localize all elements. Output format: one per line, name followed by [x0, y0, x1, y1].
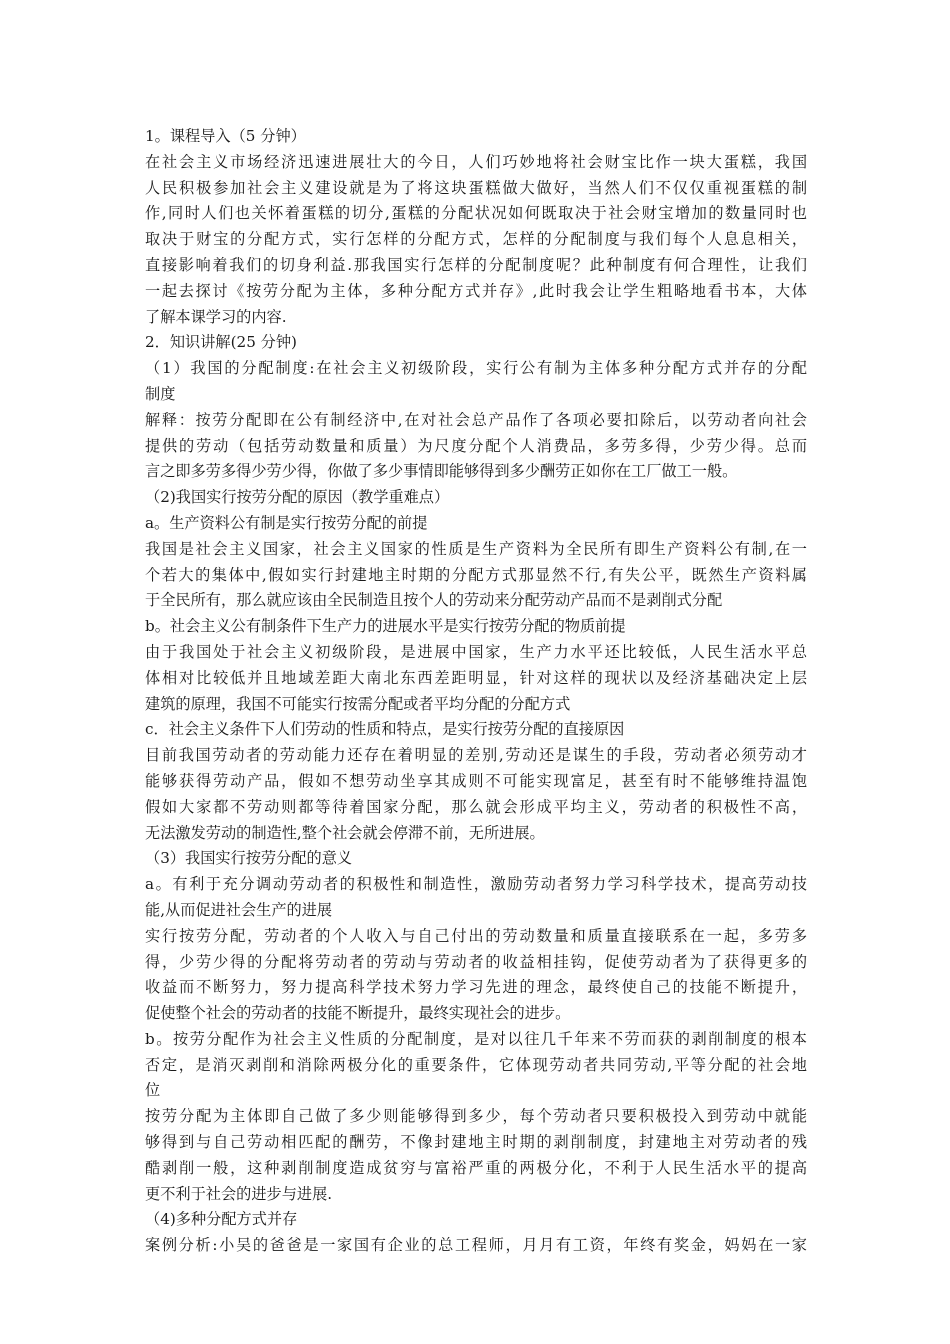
text-line: 无法激发劳动的制造性,整个社会就会停滞不前，无所进展。 — [145, 823, 545, 842]
text-line: b。按劳分配作为社会主义性质的分配制度，是对以往几千年来不劳而获的剥削制度的根本 — [145, 1029, 807, 1048]
text-line: 目前我国劳动者的劳动能力还存在着明显的差别,劳动还是谋生的手段，劳动者必须劳动才 — [145, 746, 807, 765]
text-line: 由于我国处于社会主义初级阶段，是进展中国家，生产力水平还比较低，人民生活水平总 — [145, 642, 807, 661]
text-line: （4)多种分配方式并存 — [145, 1210, 298, 1229]
text-line: 制度 — [145, 384, 176, 403]
text-line: 实行按劳分配，劳动者的个人收入与自己付出的劳动数量和质量直接联系在一起，多劳多 — [145, 926, 807, 945]
text-line: 作,同时人们也关怀着蛋糕的切分,蛋糕的分配状况如何既取决于社会财宝增加的数量同时也 — [145, 204, 807, 223]
text-line: 能够获得劳动产品，假如不想劳动坐享其成则不可能实现富足，甚至有时不能够维持温饱 — [145, 771, 807, 790]
text-line: 我国是社会主义国家，社会主义国家的性质是生产资料为全民所有即生产资料公有制,在一 — [145, 539, 807, 558]
text-line: 了解本课学习的内容. — [145, 307, 287, 326]
text-line: 提供的劳动（包括劳动数量和质量）为尺度分配个人消费品，多劳多得，少劳少得。总而 — [145, 436, 807, 455]
text-line: 酷剥削一般，这种剥削制度造成贫穷与富裕严重的两极分化，不利于人民生活水平的提高 — [145, 1158, 807, 1177]
text-line: 收益而不断努力，努力提高科学技术努力学习先进的理念，最终使自己的技能不断提升， — [145, 978, 807, 997]
text-line: 假如大家都不劳动则都等待着国家分配，那么就会形成平均主义，劳动者的积极性不高， — [145, 797, 807, 816]
text-line: （2)我国实行按劳分配的原因（教学重难点） — [145, 488, 450, 507]
text-line: a。生产资料公有制是实行按劳分配的前提 — [145, 513, 428, 532]
text-line: 得，少劳少得的分配将劳动者的劳动与劳动者的收益相挂钩，促使劳动者为了获得更多的 — [145, 952, 807, 971]
text-line: 位 — [145, 1081, 161, 1100]
text-line: b。社会主义公有制条件下生产力的进展水平是实行按劳分配的物质前提 — [145, 617, 626, 636]
text-line: 按劳分配为主体即自己做了多少则能够得到多少，每个劳动者只要积极投入到劳动中就能 — [145, 1107, 807, 1126]
text-line: 2．知识讲解(25 分钟) — [145, 333, 297, 352]
text-line: 1。课程导入（5 分钟） — [145, 127, 306, 145]
text-line: （1）我国的分配制度:在社会主义初级阶段，实行公有制为主体多种分配方式并存的分配 — [145, 359, 807, 378]
text-line: a。有利于充分调动劳动者的积极性和制造性，激励劳动者努力学习科学技术，提高劳动技 — [145, 875, 807, 894]
text-line: 取决于财宝的分配方式，实行怎样的分配方式，怎样的分配制度与我们每个人息息相关， — [145, 230, 807, 249]
text-line: 解释：按劳分配即在公有制经济中,在对社会总产品作了各项必要扣除后，以劳动者向社会 — [145, 410, 807, 429]
text-line: 一起去探讨《按劳分配为主体，多种分配方式并存》,此时我会让学生粗略地看书本，大体 — [145, 281, 807, 300]
text-line: 在社会主义市场经济迅速进展壮大的今日，人们巧妙地将社会财宝比作一块大蛋糕，我国 — [145, 152, 807, 171]
text-line: 直接影响着我们的切身利益.那我国实行怎样的分配制度呢？此种制度有何合理性，让我们 — [145, 255, 807, 274]
text-line: 否定，是消灭剥削和消除两极分化的重要条件，它体现劳动者共同劳动,平等分配的社会地 — [145, 1055, 807, 1074]
text-line: 体相对比较低并且地域差距大南北东西差距明显，针对这样的现状以及经济基础决定上层 — [145, 668, 807, 687]
text-line: 个若大的集体中,假如实行封建地主时期的分配方式那显然不行,有失公平，既然生产资料属 — [145, 565, 807, 584]
text-line: 促使整个社会的劳动者的技能不断提升，最终实现社会的进步。 — [145, 1004, 571, 1023]
text-line: 够得到与自己劳动相匹配的酬劳，不像封建地主时期的剥削制度，封建地主对劳动者的残 — [145, 1133, 807, 1152]
text-line: 于全民所有，那么就应该由全民制造且按个人的劳动来分配劳动产品而不是剥削式分配 — [145, 591, 723, 610]
text-line: c．社会主义条件下人们劳动的性质和特点，是实行按劳分配的直接原因 — [145, 720, 625, 739]
text-line: 言之即多劳多得少劳少得，你做了多少事情即能够得到多少酬劳正如你在工厂做工一般。 — [145, 462, 738, 481]
document-page — [145, 124, 807, 1259]
text-line: 能,从而促进社会生产的进展 — [145, 900, 333, 919]
text-line: 建筑的原理，我国不可能实行按需分配或者平均分配的分配方式 — [145, 694, 571, 713]
text-line: 案例分析:小吴的爸爸是一家国有企业的总工程师，月月有工资，年终有奖金，妈妈在一家 — [145, 1236, 807, 1255]
text-line: 更不利于社会的进步与进展. — [145, 1184, 333, 1203]
text-line: 人民积极参加社会主义建设就是为了将这块蛋糕做大做好，当然人们不仅仅重视蛋糕的制 — [145, 178, 807, 197]
text-line: （3）我国实行按劳分配的意义 — [145, 849, 353, 868]
